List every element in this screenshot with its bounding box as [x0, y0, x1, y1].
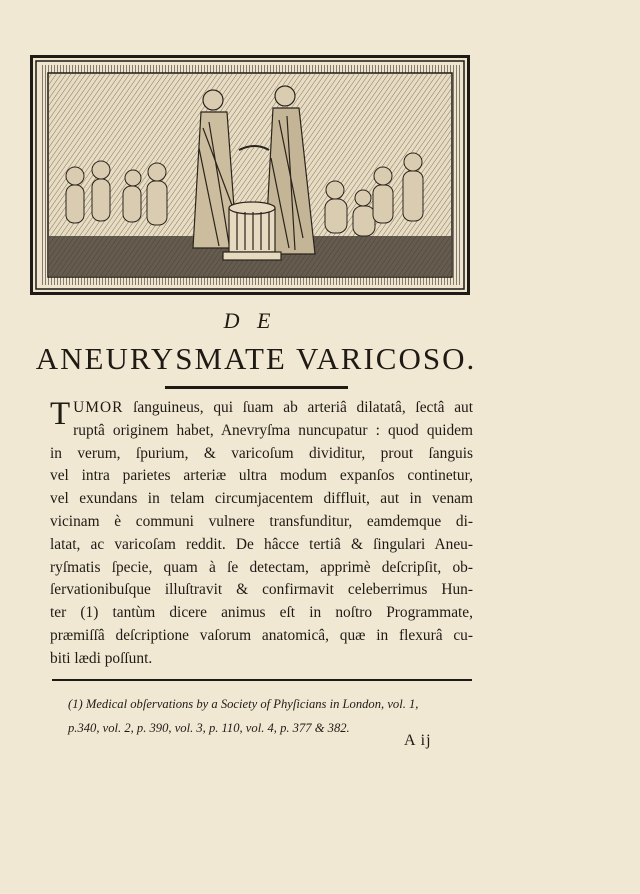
- body-line: præmiſſâ deſcriptione vaſorum anatomicâ, quæ in flexurâ cu-: [50, 626, 473, 644]
- body-line: vel exundans in telam circumjacentem diffluit, aut in venam: [50, 490, 473, 508]
- vignette-illustration: [33, 58, 467, 292]
- body-line: [50, 397, 473, 420]
- body-line: vel intra parietes arteriæ ultra modum expanſos continetur,: [50, 467, 473, 485]
- body-line: latat, ac varicoſam reddit. De hâcce tertiâ & ſingulari Aneu-: [50, 535, 473, 553]
- body-line: biti lædi poſſunt.: [50, 649, 153, 667]
- drop-cap: T: [50, 396, 71, 432]
- signature-mark: A ij: [404, 732, 432, 749]
- first-word: UMOR: [73, 399, 124, 416]
- body-line: ryſmatis ſpecie, quam à ſe detectam, apprimè deſcripſit, ob-: [50, 558, 473, 576]
- body-line: ſervationibuſque illuſtravit & confirmavit celeberrimus Hun-: [50, 581, 473, 599]
- footnote-line: p.340, vol. 2, p. 390, vol. 3, p. 110, vol. 4, p. 377 & 382.: [68, 721, 350, 735]
- page-title: ANEURYSMATE VARICOSO.: [35, 341, 477, 376]
- body-line: ruptâ originem habet, Anevryſma nuncupatur : quod quidem: [73, 421, 473, 439]
- body-line: in verum, ſpurium, & varicoſum dividitur, prout ſanguis: [50, 444, 473, 462]
- body-line: vicinam è communi vulnere transfunditur, eamdemque di-: [50, 512, 473, 530]
- engraved-vignette: [30, 55, 470, 295]
- body-line-text: ſanguineus, qui ſuam ab arteriâ dilatatâ, ſectâ aut: [123, 399, 473, 416]
- title-rule: [165, 386, 348, 389]
- footnote-rule: [52, 679, 472, 681]
- footnote-line: (1) Medical obſervations by a Society of Phyſicians in London, vol. 1,: [68, 697, 419, 711]
- body-paragraph: [50, 397, 473, 671]
- title-prefix: D E: [223, 308, 277, 333]
- body-line: ter (1) tantùm dicere animus eſt in noſtro Programmate,: [50, 604, 473, 622]
